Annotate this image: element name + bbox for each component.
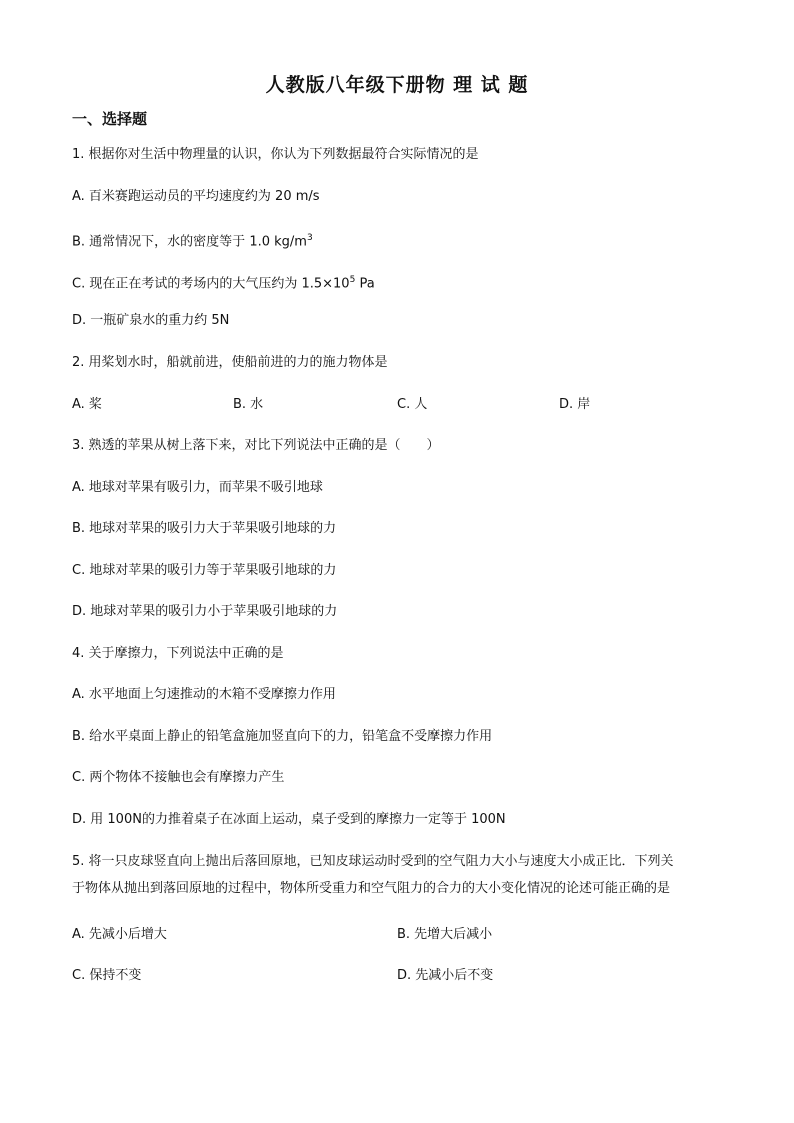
question-2-option-a: A. 桨 (72, 397, 102, 412)
question-1-stem: 1. 根据你对生活中物理量的认识，你认为下列数据最符合实际情况的是 (72, 147, 479, 162)
question-3-option-c: C. 地球对苹果的吸引力等于苹果吸引地球的力 (72, 563, 337, 578)
question-1-option-b (72, 229, 313, 251)
option-c-superscript: 5 (349, 275, 356, 285)
question-5-options-row-2 (72, 967, 732, 985)
question-5-stem-line-1: 5. 将一只皮球竖直向上抛出后落回原地，已知皮球运动时受到的空气阻力大小与速度大小成正比．下列关 (72, 854, 674, 869)
question-2-option-b: B. 水 (233, 397, 264, 412)
question-5-option-a: A. 先减小后增大 (72, 927, 167, 942)
question-2-option-d: D. 岸 (559, 397, 591, 412)
question-4-stem: 4. 关于摩擦力，下列说法中正确的是 (72, 646, 284, 661)
option-c-text: C. 现在正在考试的考场内的大气压约为 1.5×10 (72, 276, 350, 292)
question-3-option-d: D. 地球对苹果的吸引力小于苹果吸引地球的力 (72, 604, 338, 619)
question-1-option-a: A. 百米赛跑运动员的平均速度约为 20 m/s (72, 189, 320, 204)
question-5-option-d: D. 先减小后不变 (397, 968, 494, 983)
question-1-option-c (72, 271, 375, 293)
option-b-superscript: 3 (306, 233, 313, 243)
question-2-options (72, 396, 732, 414)
question-5-option-c: C. 保持不变 (72, 968, 142, 983)
question-4-option-c: C. 两个物体不接触也会有摩擦力产生 (72, 770, 285, 785)
question-2-stem: 2. 用桨划水时，船就前进，使船前进的力的施力物体是 (72, 355, 388, 370)
question-2-option-c: C. 人 (397, 397, 428, 412)
question-4-option-d: D. 用 100N的力推着桌子在冰面上运动，桌子受到的摩擦力一定等于 100N (72, 812, 506, 827)
question-3-option-b: B. 地球对苹果的吸引力大于苹果吸引地球的力 (72, 521, 337, 536)
question-5-stem-line-2: 于物体从抛出到落回原地的过程中，物体所受重力和空气阻力的合力的大小变化情况的论述可能正确的是 (72, 881, 671, 896)
question-4-option-a: A. 水平地面上匀速推动的木箱不受摩擦力作用 (72, 687, 336, 702)
option-b-text: B. 通常情况下，水的密度等于 1.0 kg/m (72, 234, 307, 250)
question-5-stem (72, 848, 732, 902)
exam-title: 人教版八年级下册物 理 试 题 (265, 74, 529, 96)
question-4-option-b: B. 给水平桌面上静止的铅笔盒施加竖直向下的力，铅笔盒不受摩擦力作用 (72, 729, 493, 744)
question-5-options-row-1 (72, 926, 732, 944)
option-c-unit: Pa (355, 276, 375, 292)
question-3-option-a: A. 地球对苹果有吸引力，而苹果不吸引地球 (72, 480, 323, 495)
question-5-option-b: B. 先增大后减小 (397, 927, 493, 942)
question-1-option-d: D. 一瓶矿泉水的重力约 5N (72, 313, 230, 328)
section-heading: 一、选择题 (72, 110, 148, 128)
question-3-stem: 3. 熟透的苹果从树上落下来，对比下列说法中正确的是（ ） (72, 438, 440, 453)
